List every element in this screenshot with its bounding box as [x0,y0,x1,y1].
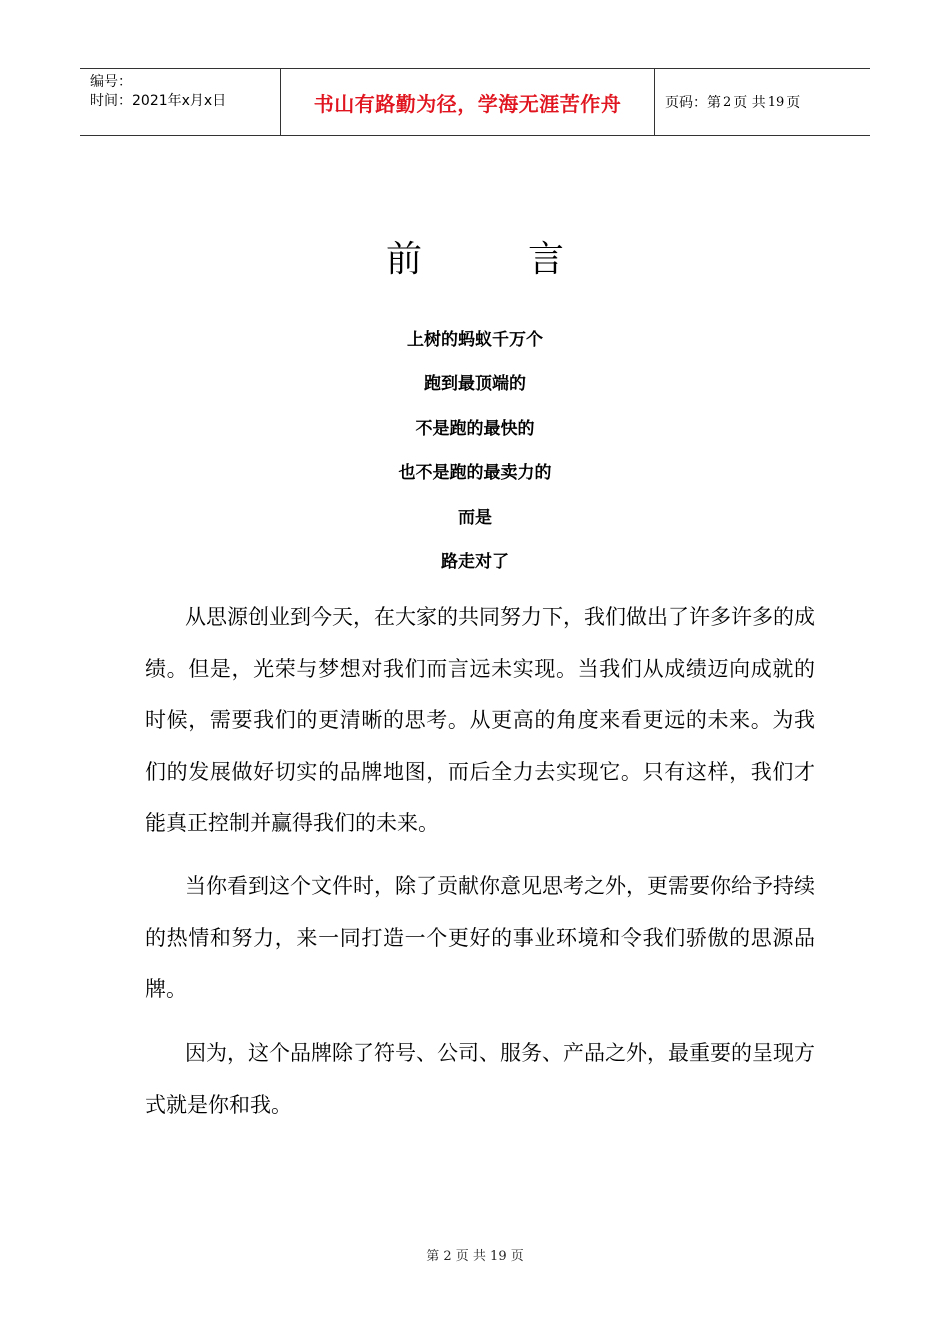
page-current: 2 [723,94,732,110]
body-paragraph: 从思源创业到今天，在大家的共同努力下，我们做出了许多许多的成绩。但是，光荣与梦想对我们而言远未实现。当我们从成绩迈向成就的时候，需要我们的更清晰的思考。从更高的角度来看更远的未来。为我们的发展做好切实的品牌地图，而后全力去实现它。只有这样，我们才能真正控制并赢得我们的未来。 [145,605,815,835]
poem-line: 上树的蚂蚁千万个 [407,330,543,350]
header-motto-cell [281,69,655,135]
poem-line: 而是 [458,507,492,528]
page-total: 19 [767,94,785,110]
title-char-2: 言 [528,239,565,280]
page-footer: 第 2 页 共 19 页 [426,1249,524,1264]
header-page-cell [655,69,870,135]
page-prefix: 页码：第 [665,95,721,111]
body-paragraph: 当你看到这个文件时，除了贡献你意见思考之外，更需要你给予持续的热情和努力，来一同打造一个更好的事业环境和令我们骄傲的思源品牌。 [145,874,815,1001]
preface-poem [0,326,950,592]
code-label: 编号： [90,74,132,90]
body-paragraph: 因为，这个品牌除了符号、公司、服务、产品之外，最重要的呈现方式就是你和我。 [145,1041,815,1117]
poem-line: 不是跑的最快的 [415,418,535,439]
poem-line: 也不是跑的最卖力的 [398,463,552,484]
poem-line: 路走对了 [441,551,509,572]
title-char-1: 前 [385,239,422,280]
poem-line: 跑到最顶端的 [424,374,526,395]
document-header [80,68,870,136]
time-label: 时间：2021年x月x日 [90,93,227,109]
header-motto: 书山有路勤为径，学海无涯苦作舟 [313,91,622,116]
page-middle: 页 共 [733,95,766,111]
header-meta-cell [80,69,281,135]
page-suffix: 页 [786,95,801,111]
page-title [0,236,950,284]
